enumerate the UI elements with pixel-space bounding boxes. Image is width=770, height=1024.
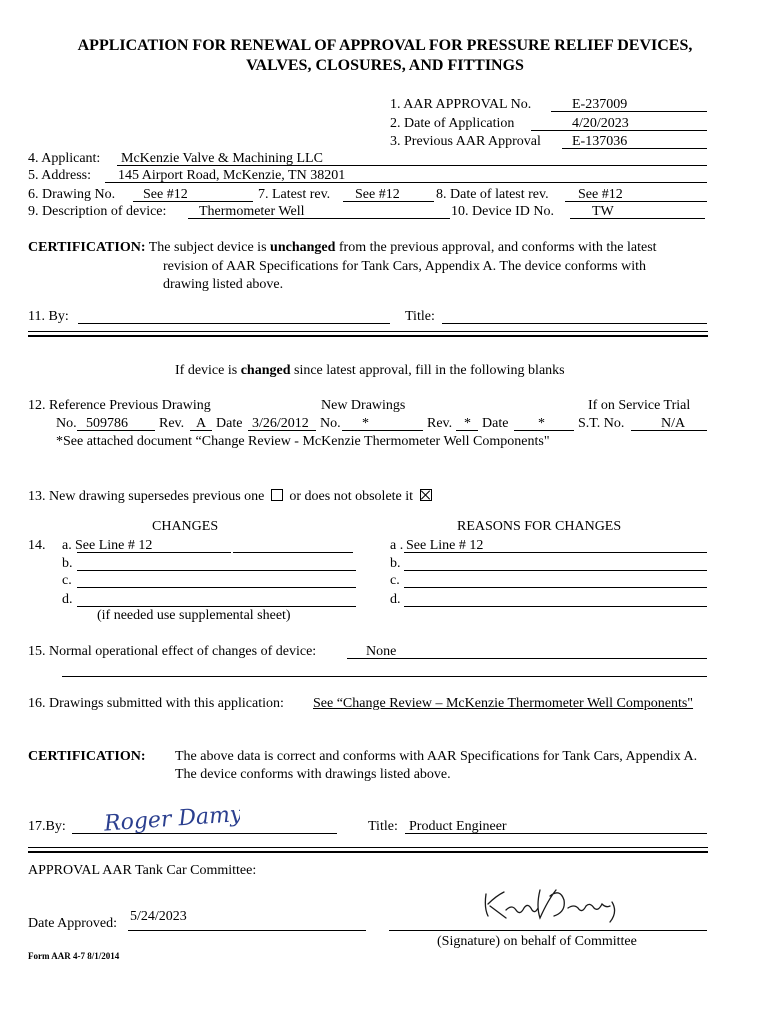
new-no-label: No.: [320, 416, 341, 431]
date-latest-rev-label: 8. Date of latest rev.: [436, 187, 549, 202]
title-11-label: Title:: [405, 309, 435, 324]
reason-d-field[interactable]: [404, 606, 707, 607]
address-label: 5. Address:: [28, 168, 91, 183]
form-title-line-2: VALVES, CLOSURES, AND FITTINGS: [246, 57, 524, 74]
new-no-underline: [342, 430, 423, 431]
certification-1-post: from the previous approval, and conforms with the latest: [338, 240, 657, 255]
new-no-value[interactable]: *: [362, 416, 369, 431]
change-b-field[interactable]: [77, 570, 356, 571]
form-footer: Form AAR 4-7 8/1/2014: [28, 951, 120, 961]
reason-b-field[interactable]: [404, 570, 707, 571]
ref-date-value[interactable]: 3/26/2012: [252, 416, 309, 431]
change-c-label: c.: [62, 573, 72, 588]
date-latest-rev-value[interactable]: See #12: [578, 187, 623, 202]
reason-d-label: d.: [390, 592, 401, 607]
section-divider-2: [28, 847, 708, 853]
changed-instructions: If device is changed since latest approval, fill in the following blanks: [175, 363, 565, 378]
title-11-field[interactable]: [442, 323, 707, 324]
approval-no-label: 1. AAR APPROVAL No.: [390, 97, 532, 112]
date-approved-value[interactable]: 5/24/2023: [130, 909, 187, 924]
new-drawings-label: New Drawings: [321, 398, 406, 413]
change-a-label: a.: [62, 538, 72, 553]
device-id-underline: [570, 218, 705, 219]
item-13-row: 13. New drawing supersedes previous one or does not obsolete it: [28, 489, 435, 505]
new-date-value[interactable]: *: [538, 416, 545, 431]
approval-committee-label: APPROVAL AAR Tank Car Committee:: [28, 863, 257, 878]
section-divider-1: [28, 331, 708, 337]
form-title-line-1: APPLICATION FOR RENEWAL OF APPROVAL FOR PRESSURE RELIEF DEVICES,: [77, 37, 693, 54]
date-of-application-value[interactable]: 4/20/2023: [572, 116, 629, 131]
reference-previous-drawing-label: 12. Reference Previous Drawing: [28, 398, 211, 413]
by-11-field[interactable]: [78, 323, 390, 324]
engineer-signature-graphic: [100, 800, 240, 840]
certification-1-unchanged: unchanged: [270, 240, 336, 255]
date-of-application-label: 2. Date of Application: [390, 116, 515, 131]
description-label: 9. Description of device:: [28, 204, 167, 219]
applicant-value[interactable]: McKenzie Valve & Machining LLC: [121, 151, 323, 166]
does-not-obsolete-checkbox[interactable]: [420, 489, 432, 501]
description-value[interactable]: Thermometer Well: [199, 204, 305, 219]
latest-rev-value[interactable]: See #12: [355, 187, 400, 202]
new-date-label: Date: [482, 416, 509, 431]
change-d-field[interactable]: [77, 606, 356, 607]
previous-approval-label: 3. Previous AAR Approval: [390, 134, 541, 149]
item-15-field-line-2[interactable]: [62, 676, 707, 677]
applicant-label: 4. Applicant:: [28, 151, 101, 166]
change-a-value[interactable]: See Line # 12: [75, 538, 153, 553]
ref-no-label: No.: [56, 416, 77, 431]
changes-header: CHANGES: [152, 519, 219, 534]
item-12-note: *See attached document “Change Review - McKenzie Thermometer Well Components": [56, 434, 550, 449]
by-17-label: 17.By:: [28, 819, 66, 834]
date-approved-underline: [128, 930, 366, 931]
st-no-label: S.T. No.: [578, 416, 625, 431]
approval-no-value[interactable]: E-237009: [572, 97, 628, 112]
engineer-signature: [100, 800, 240, 840]
item-16-label: 16. Drawings submitted with this application:: [28, 696, 284, 711]
item-16-value[interactable]: See “Change Review – McKenzie Thermometer Well Components": [313, 696, 694, 711]
reason-c-label: c.: [390, 573, 400, 588]
drawing-no-value[interactable]: See #12: [143, 187, 188, 202]
certification-1-pre: The subject device is: [148, 240, 267, 255]
address-value[interactable]: 145 Airport Road, McKenzie, TN 38201: [118, 168, 346, 183]
previous-approval-value[interactable]: E-137036: [572, 134, 628, 149]
ref-date-label: Date: [216, 416, 243, 431]
change-a-underline-ext: [233, 552, 353, 553]
certification-1-label: CERTIFICATION:: [28, 240, 146, 255]
certification-1-line-2: revision of AAR Specifications for Tank Cars, Appendix A. The device conforms with: [163, 259, 646, 274]
supplemental-note: (if needed use supplemental sheet): [97, 608, 291, 623]
certification-2-line-1: The above data is correct and conforms with AAR Specifications for Tank Cars, Appendix A.: [175, 749, 698, 764]
change-c-field[interactable]: [77, 587, 356, 588]
ref-rev-label: Rev.: [159, 416, 185, 431]
certification-1-line-1: [28, 240, 657, 256]
ref-no-value[interactable]: 509786: [86, 416, 128, 431]
st-no-value[interactable]: N/A: [661, 416, 686, 431]
certification-2-label: CERTIFICATION:: [28, 749, 146, 764]
svg-text:Roger Damy: Roger Damy: [103, 801, 240, 837]
item-15-label: 15. Normal operational effect of changes of device:: [28, 644, 317, 659]
committee-signature-graphic: [478, 882, 628, 926]
reason-b-label: b.: [390, 556, 401, 571]
item-15-underline: [347, 658, 707, 659]
title-17-value[interactable]: Product Engineer: [409, 819, 507, 834]
drawing-no-label: 6. Drawing No.: [28, 187, 116, 202]
supersedes-checkbox[interactable]: [271, 489, 283, 501]
device-id-label: 10. Device ID No.: [451, 204, 555, 219]
committee-signature-label: (Signature) on behalf of Committee: [437, 934, 637, 949]
ref-rev-value[interactable]: A: [196, 416, 207, 431]
service-trial-label: If on Service Trial: [588, 398, 691, 413]
change-b-label: b.: [62, 556, 73, 571]
by-11-label: 11. By:: [28, 309, 69, 324]
certification-2-line-2: The device conforms with drawings listed above.: [175, 767, 451, 782]
reason-a-value[interactable]: See Line # 12: [406, 538, 484, 553]
item-15-value[interactable]: None: [366, 644, 397, 659]
committee-signature: [478, 882, 628, 926]
reasons-header: REASONS FOR CHANGES: [457, 519, 622, 534]
title-17-label: Title:: [368, 819, 398, 834]
new-rev-label: Rev.: [427, 416, 453, 431]
reason-a-label: a .: [390, 538, 404, 553]
date-approved-label: Date Approved:: [28, 916, 118, 931]
reason-c-field[interactable]: [404, 587, 707, 588]
certification-1-line-3: drawing listed above.: [163, 277, 284, 292]
committee-signature-line: [389, 930, 707, 931]
new-rev-value[interactable]: *: [464, 416, 471, 431]
device-id-value[interactable]: TW: [592, 204, 614, 219]
change-d-label: d.: [62, 592, 73, 607]
item-14-number: 14.: [28, 538, 46, 553]
latest-rev-label: 7. Latest rev.: [258, 187, 331, 202]
